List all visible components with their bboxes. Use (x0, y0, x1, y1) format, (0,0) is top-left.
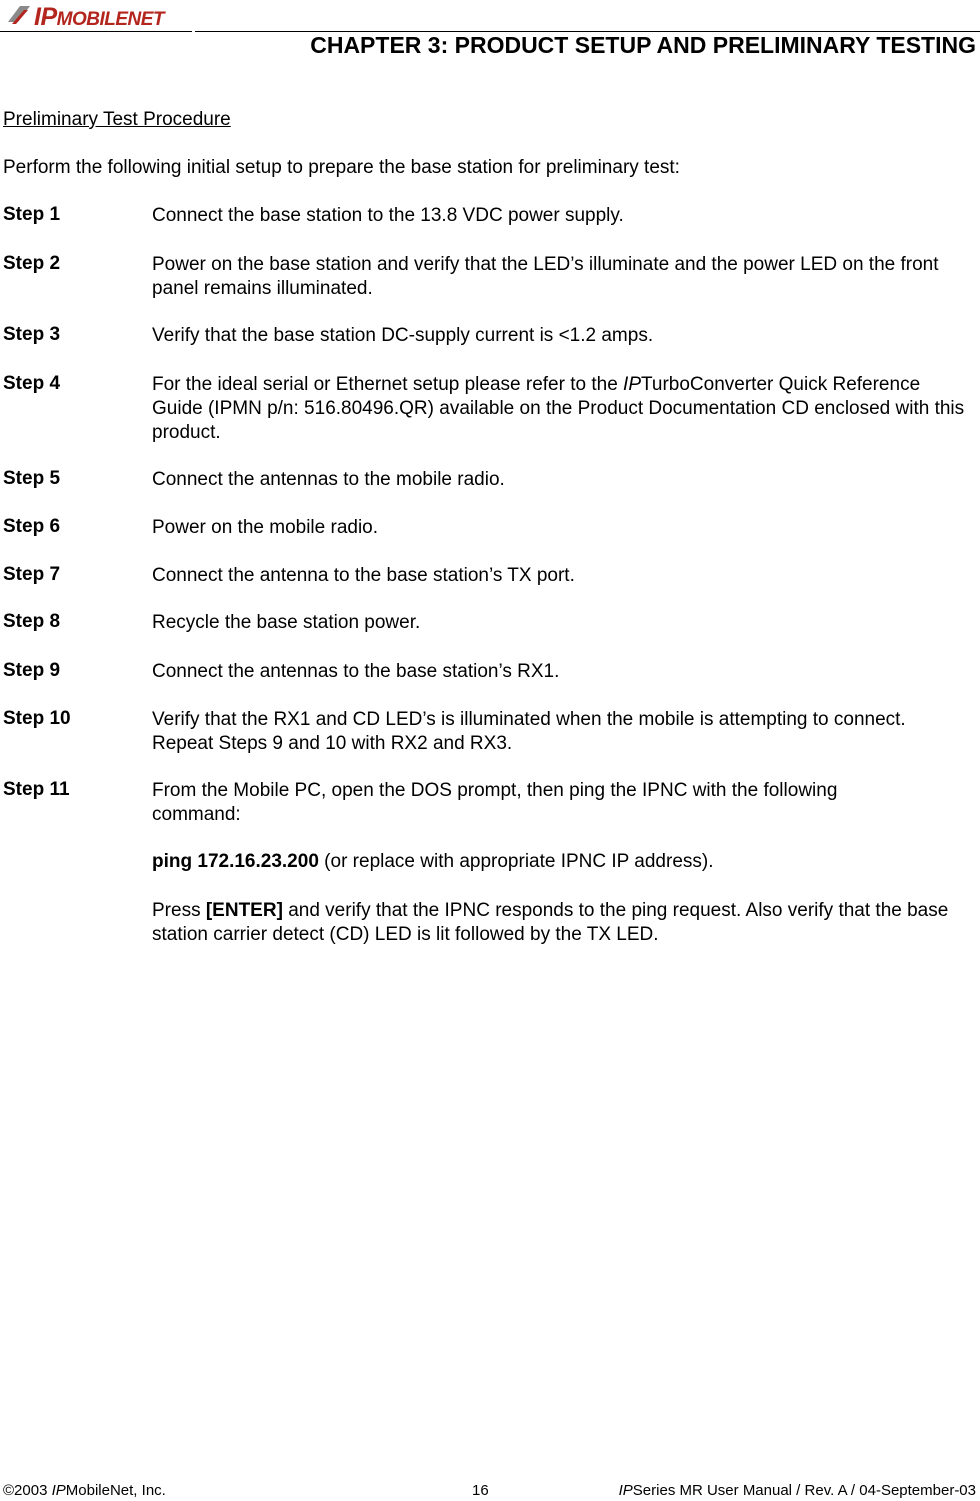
step-label: Step 1 (3, 204, 61, 225)
step-text: Verify that the RX1 and CD LED’s is illuminated when the mobile is attempting to connect. Repeat Steps 9 and 10 with RX2 and RX3. (152, 709, 906, 754)
step-label: Step 3 (3, 324, 61, 345)
press-instruction: Press [ENTER] and verify that the IPNC responds to the ping request. Also verify that the base station carrier detect (CD) LED is lit followed by the TX LED. (152, 900, 949, 945)
step-label: Step 2 (3, 253, 61, 274)
step-label: Step 10 (3, 708, 71, 729)
header-rule (0, 31, 192, 32)
ping-command: ping 172.16.23.200 (or replace with appropriate IPNC IP address). (152, 851, 714, 872)
step-label: Step 9 (3, 660, 61, 681)
step-text: For the ideal serial or Ethernet setup please refer to the IPTurboConverter Quick Reference Guide (IPMN p/n: 516.80496.QR) available on the Product Documentation CD enclosed with this product. (152, 374, 965, 443)
step-text: Connect the base station to the 13.8 VDC power supply. (152, 205, 624, 226)
footer-document-title: IPSeries MR User Manual / Rev. A / 04-September-03 (618, 1482, 976, 1499)
step-text: Connect the antennas to the mobile radio. (152, 469, 505, 490)
step-label: Step 11 (3, 779, 70, 800)
step-text: Power on the base station and verify that the LED’s illuminate and the power LED on the front panel remains illuminated. (152, 254, 939, 299)
step-label: Step 6 (3, 516, 61, 537)
step-label: Step 4 (3, 373, 61, 394)
intro-paragraph: Perform the following initial setup to prepare the base station for preliminary test: (3, 157, 680, 178)
step-label: Step 7 (3, 564, 61, 585)
company-logo (6, 2, 192, 30)
logo-wordmark: IPMOBILENET (34, 3, 165, 31)
step-label: Step 8 (3, 611, 61, 632)
step-text: Verify that the base station DC-supply current is <1.2 amps. (152, 325, 654, 346)
step-text: Recycle the base station power. (152, 612, 421, 633)
chapter-title: CHAPTER 3: PRODUCT SETUP AND PRELIMINARY TESTING (310, 32, 976, 58)
section-heading: Preliminary Test Procedure (3, 109, 231, 130)
step-text: Connect the antennas to the base station’s RX1. (152, 661, 560, 682)
step-label: Step 5 (3, 468, 61, 489)
logo-swoosh-icon (6, 2, 32, 28)
footer-copyright: ©2003 IPMobileNet, Inc. (3, 1482, 166, 1499)
step-text: From the Mobile PC, open the DOS prompt, then ping the IPNC with the following command: (152, 780, 838, 825)
step-text: Power on the mobile radio. (152, 517, 379, 538)
command-text: ping 172.16.23.200 (152, 851, 319, 872)
enter-key: [ENTER] (205, 900, 283, 921)
footer-page-number: 16 (472, 1482, 489, 1499)
step-text: Connect the antenna to the base station’s TX port. (152, 565, 575, 586)
